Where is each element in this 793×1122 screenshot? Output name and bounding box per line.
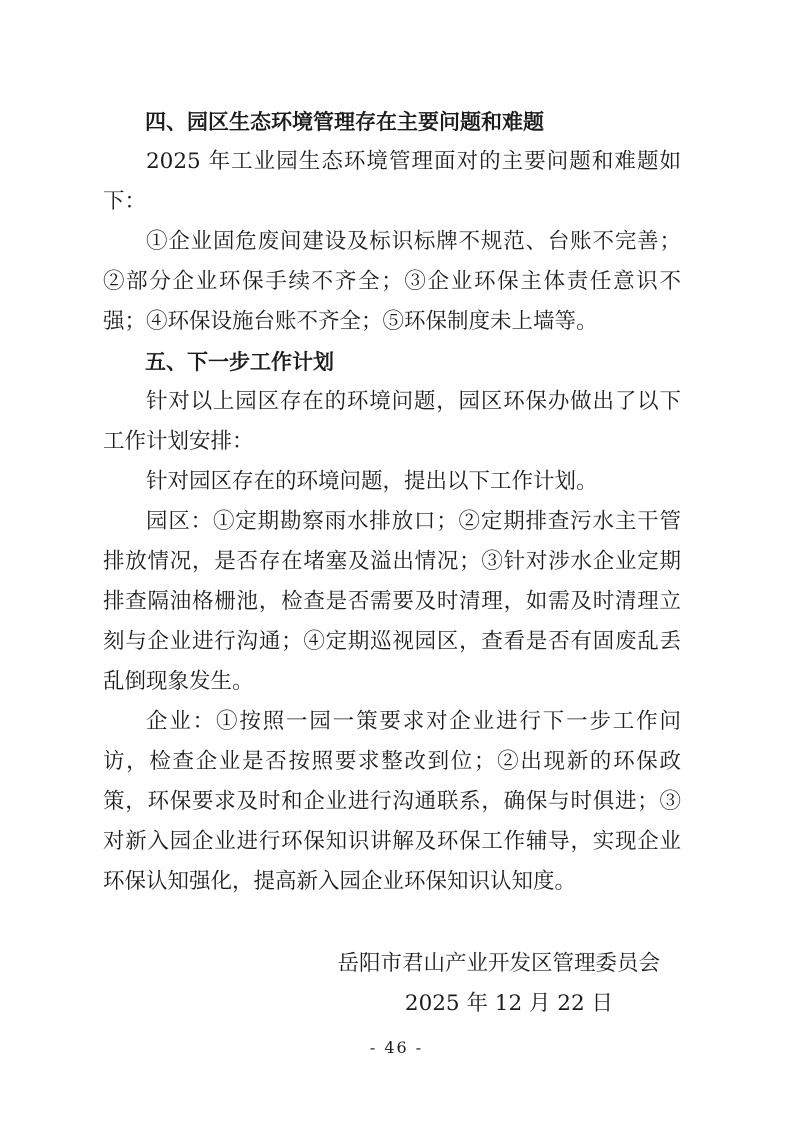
- section-heading-problems: 四、园区生态环境管理存在主要问题和难题: [145, 110, 544, 134]
- paragraph-park-plan: 园区：①定期勘察雨水排放口；②定期排查污水主干管排放情况，是否存在堵塞及溢出情况；③针对涉水企业定期排查隔油格栅池，检查是否需要及时清理，如需及时清理立刻与企业进行沟通；④定期巡视园区，查看是否有固废乱丢乱倒现象发生。: [103, 509, 681, 694]
- section-heading-next-steps: 五、下一步工作计划: [145, 350, 334, 374]
- page-number: - 46 -: [369, 1038, 424, 1057]
- paragraph-plan-lead: 针对以上园区存在的环境问题，园区环保办做出了以下工作计划安排：: [103, 389, 681, 454]
- paragraph-problems-intro: 2025 年工业园生态环境管理面对的主要问题和难题如下：: [103, 149, 681, 214]
- paragraph-plan-lead2: 针对园区存在的环境问题，提出以下工作计划。: [146, 469, 598, 494]
- document-body: [103, 102, 681, 1024]
- paragraph-enterprise-plan: 企业：①按照一园一策要求对企业进行下一步工作问访，检查企业是否按照要求整改到位；②出现新的环保政策，环保要求及时和企业进行沟通联系，确保与时俱进；③对新入园企业进行环保知识讲解及环保工作辅导，实现企业环保认知强化，提高新入园企业环保知识认知度。: [103, 709, 681, 894]
- signature-date: 2025 年 12 月 22 日: [404, 991, 613, 1016]
- paragraph-problems-list: ①企业固危废间建设及标识标牌不规范、台账不完善；②部分企业环保手续不齐全；③企业环保主体责任意识不强；④环保设施台账不齐全；⑤环保制度未上墙等。: [103, 229, 681, 334]
- signature-organization: 岳阳市君山产业开发区管理委员会: [337, 951, 660, 976]
